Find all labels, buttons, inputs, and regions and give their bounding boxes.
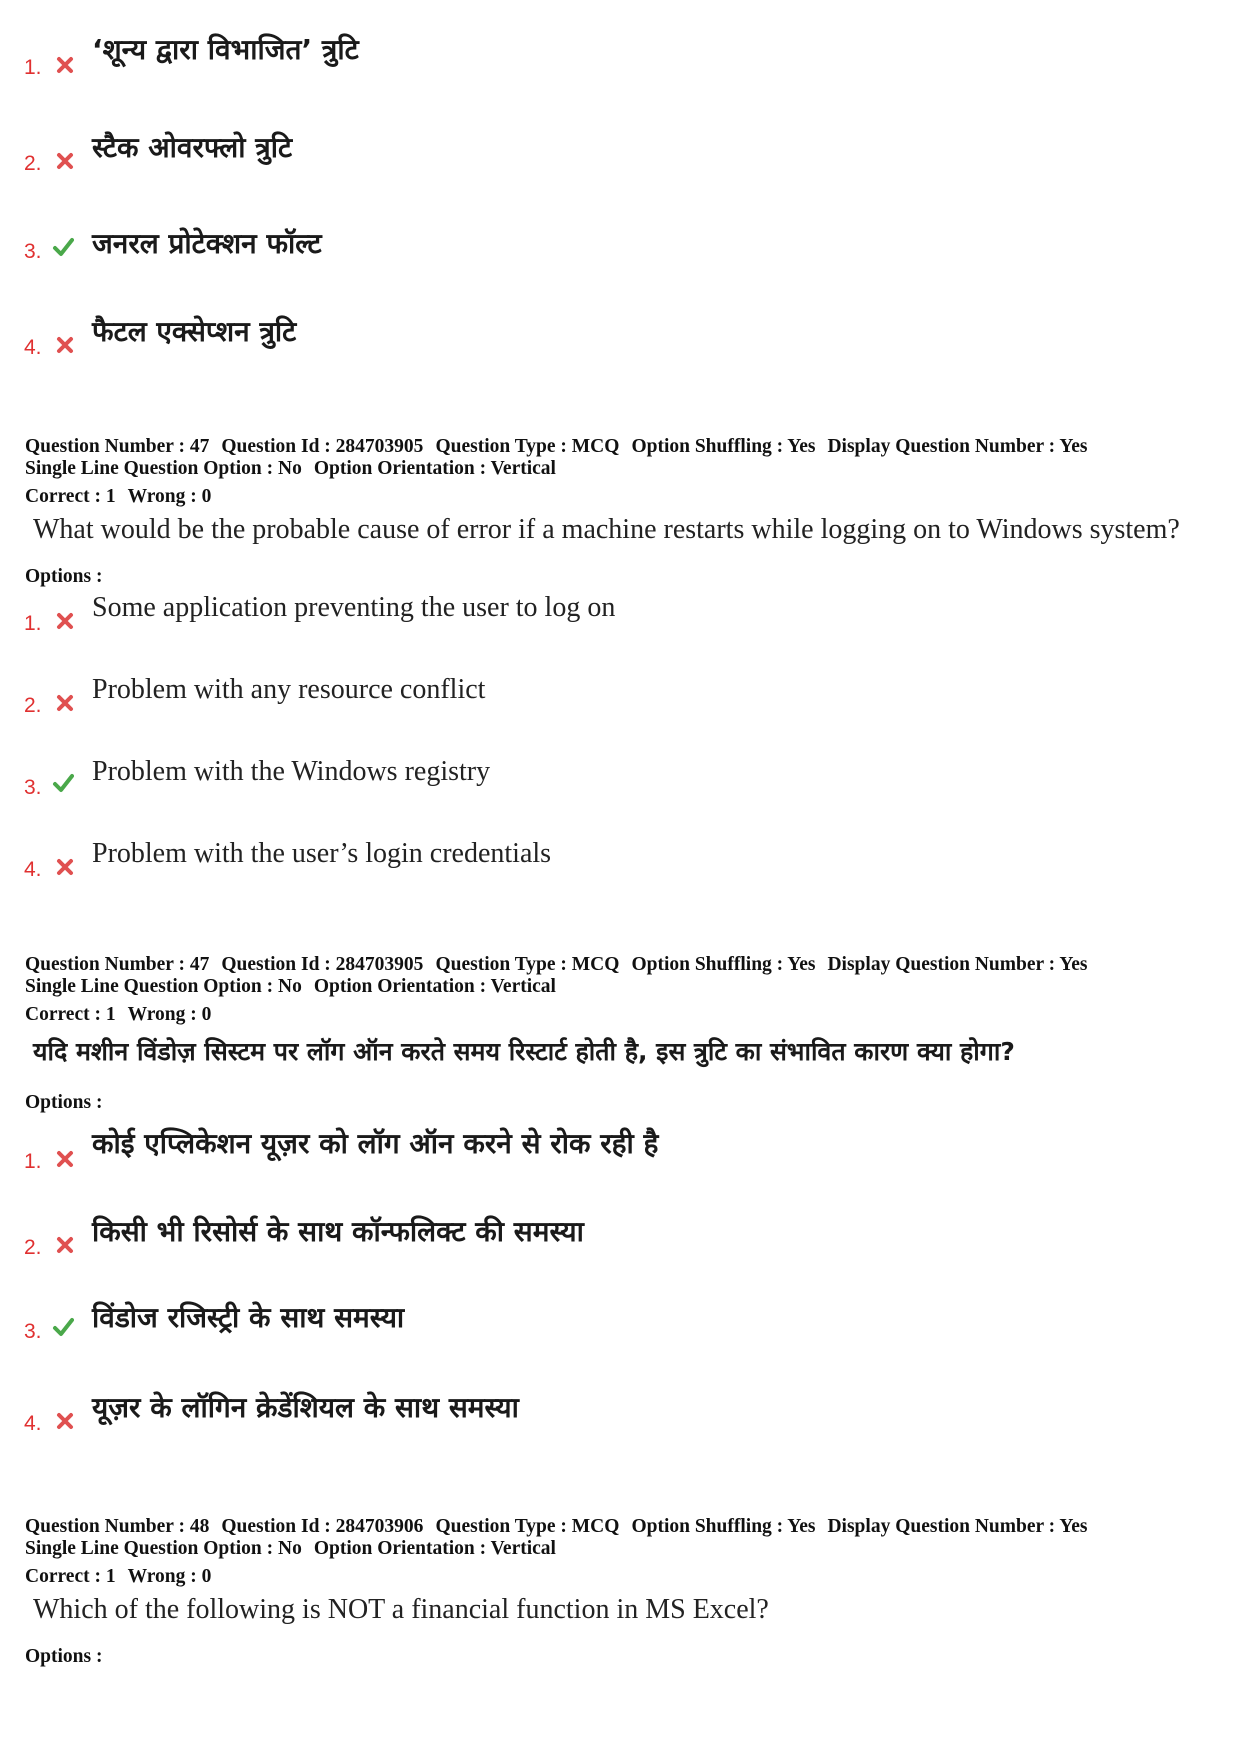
option-text: Some application preventing the user to log on — [92, 592, 616, 623]
option-number: 2. — [24, 152, 42, 175]
question-number: Question Number : 48 — [25, 1516, 210, 1537]
option-text: Problem with any resource conflict — [92, 674, 486, 705]
wrong-marks: Wrong : 0 — [127, 486, 212, 507]
question-number: Question Number : 47 — [25, 954, 210, 975]
single-line-option: Single Line Question Option : No — [25, 976, 302, 997]
question-number: Question Number : 47 — [25, 436, 210, 457]
options-label: Options : — [25, 1092, 103, 1113]
cross-icon — [54, 856, 76, 878]
question-id: Question Id : 284703905 — [221, 954, 424, 975]
options-label: Options : — [25, 1646, 103, 1667]
option-text: जनरल प्रोटेक्शन फॉल्ट — [92, 227, 322, 260]
question-meta-line2 — [25, 976, 568, 998]
question-type: Question Type : MCQ — [435, 436, 620, 457]
option-number: 4. — [24, 336, 42, 359]
question-meta-line1 — [25, 954, 1100, 976]
question-meta-line1 — [25, 436, 1100, 458]
cross-icon — [54, 1410, 76, 1432]
wrong-marks: Wrong : 0 — [127, 1566, 212, 1587]
option-orientation: Option Orientation : Vertical — [313, 458, 556, 479]
display-question-number: Display Question Number : Yes — [827, 436, 1088, 457]
option-number: 3. — [24, 240, 42, 263]
cross-icon — [54, 54, 76, 76]
question-meta-line2 — [25, 458, 568, 480]
question-text: What would be the probable cause of error if a machine restarts while logging on to Windows system? — [33, 514, 1180, 545]
wrong-marks: Wrong : 0 — [127, 1004, 212, 1025]
check-icon — [52, 1316, 74, 1338]
cross-icon — [54, 692, 76, 714]
marking-scheme — [25, 1004, 223, 1026]
option-shuffling: Option Shuffling : Yes — [631, 954, 816, 975]
correct-marks: Correct : 1 — [25, 486, 116, 507]
option-orientation: Option Orientation : Vertical — [313, 1538, 556, 1559]
check-icon — [52, 236, 74, 258]
option-text: कोई एप्लिकेशन यूज़र को लॉग ऑन करने से रोक रही है — [92, 1127, 659, 1160]
option-text: यूज़र के लॉगिन क्रेडेंशियल के साथ समस्या — [92, 1391, 519, 1424]
question-type: Question Type : MCQ — [435, 1516, 620, 1537]
options-label: Options : — [25, 566, 103, 587]
option-number: 4. — [24, 858, 42, 881]
option-number: 1. — [24, 612, 42, 635]
option-number: 3. — [24, 776, 42, 799]
option-shuffling: Option Shuffling : Yes — [631, 436, 816, 457]
check-icon — [52, 772, 74, 794]
option-text: स्टैक ओवरफ्लो त्रुटि — [92, 131, 293, 164]
display-question-number: Display Question Number : Yes — [827, 1516, 1088, 1537]
cross-icon — [54, 610, 76, 632]
option-number: 2. — [24, 694, 42, 717]
option-number: 3. — [24, 1320, 42, 1343]
question-text: Which of the following is NOT a financial function in MS Excel? — [33, 1594, 769, 1625]
option-number: 2. — [24, 1236, 42, 1259]
option-orientation: Option Orientation : Vertical — [313, 976, 556, 997]
option-text: विंडोज रजिस्ट्री के साथ समस्या — [92, 1301, 405, 1334]
cross-icon — [54, 334, 76, 356]
option-number: 4. — [24, 1412, 42, 1435]
correct-marks: Correct : 1 — [25, 1004, 116, 1025]
cross-icon — [54, 150, 76, 172]
question-id: Question Id : 284703906 — [221, 1516, 424, 1537]
cross-icon — [54, 1234, 76, 1256]
single-line-option: Single Line Question Option : No — [25, 1538, 302, 1559]
option-text: ‘शून्य द्वारा विभाजित’ त्रुटि — [92, 33, 359, 66]
option-shuffling: Option Shuffling : Yes — [631, 1516, 816, 1537]
option-number: 1. — [24, 1150, 42, 1173]
question-type: Question Type : MCQ — [435, 954, 620, 975]
cross-icon — [54, 1148, 76, 1170]
option-text: Problem with the user’s login credentials — [92, 838, 552, 869]
question-meta-line1 — [25, 1516, 1100, 1538]
option-text: किसी भी रिसोर्स के साथ कॉन्फलिक्ट की समस्या — [92, 1215, 584, 1248]
correct-marks: Correct : 1 — [25, 1566, 116, 1587]
question-meta-line2 — [25, 1538, 568, 1560]
option-number: 1. — [24, 56, 42, 79]
marking-scheme — [25, 486, 223, 508]
display-question-number: Display Question Number : Yes — [827, 954, 1088, 975]
single-line-option: Single Line Question Option : No — [25, 458, 302, 479]
option-text: Problem with the Windows registry — [92, 756, 491, 787]
question-text: यदि मशीन विंडोज़ सिस्टम पर लॉग ऑन करते समय रिस्टार्ट होती है, इस त्रुटि का संभावित कारण क्या होगा? — [33, 1037, 1015, 1066]
option-text: फैटल एक्सेप्शन त्रुटि — [92, 315, 297, 348]
marking-scheme — [25, 1566, 223, 1588]
question-id: Question Id : 284703905 — [221, 436, 424, 457]
